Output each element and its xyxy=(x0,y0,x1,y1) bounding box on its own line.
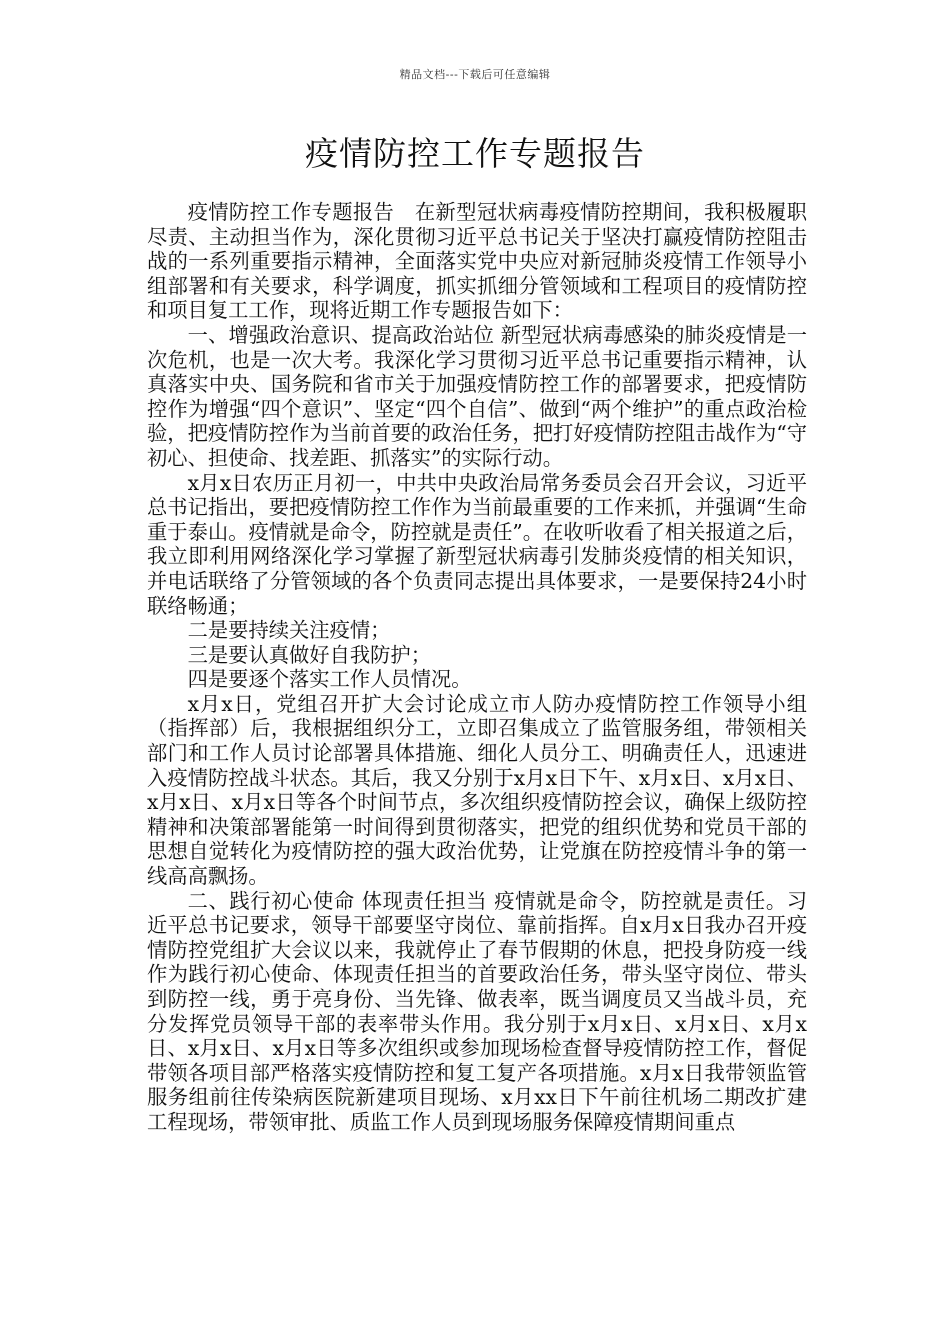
paragraph-requirement-3: 三是要认真做好自我防护； xyxy=(187,642,431,667)
paragraph-new-year-meeting: x月x日农历正月初一，中共中央政治局常务委员会召开会议，习近平总书记指出，要把疫情防控工作作为当前最重要的工作来抓，并强调“生命重于泰山。疫情就是命令，防控就是责任”。在收听收看了相关报道之后，我立即利用网络深化学习掌握了新型冠状病毒引发肺炎疫情的相关知识，并电话联络了分管领域的各个负责同志提出具体要求，一是要保持24小时联络畅通； xyxy=(147,470,807,618)
paragraph-leading-group: x月x日，党组召开扩大会讨论成立市人防办疫情防控工作领导小组（指挥部）后，我根据组织分工，立即召集成立了监管服务组，带领相关部门和工作人员讨论部署具体措施、细化人员分工、明确责任人，迅速进入疫情防控战斗状态。其后，我又分别于x月x日下午、x月x日、x月x日、x月x日、x月x日等各个时间节点，多次组织疫情防控会议，确保上级防控精神和决策部署能第一时间得到贯彻落实，把党的组织优势和党员干部的思想自觉转化为疫情防控的强大政治优势，让党旗在防控疫情斗争的第一线高高飘扬。 xyxy=(147,691,807,889)
document-body xyxy=(147,200,807,1135)
header-note: 精品文档---下载后可任意编辑 xyxy=(399,68,551,81)
paragraph-requirement-4: 四是要逐个落实工作人员情况。 xyxy=(187,667,472,692)
paragraph-requirement-2: 二是要持续关注疫情； xyxy=(187,618,391,643)
document-title: 疫情防控工作专题报告 xyxy=(305,134,645,173)
paragraph-section-2: 二、践行初心使命 体现责任担当 疫情就是命令，防控就是责任。习近平总书记要求，领导干部要坚守岗位、靠前指挥。自x月x日我办召开疫情防控党组扩大会议以来，我就停止了春节假期的休息，把投身防疫一线作为践行初心使命、体现责任担当的首要政治任务，带头坚守岗位、带头到防控一线，勇于亮身份、当先锋、做表率，既当调度员又当战斗员，充分发挥党员领导干部的表率带头作用。我分别于x月x日、x月x日、x月x日、x月x日、x月x日等多次组织或参加现场检查督导疫情防控工作，督促带领各项目部严格落实疫情防控和复工复产各项措施。x月x日我带领监管服务组前往传染病医院新建项目现场、x月xx日下午前往机场二期改扩建工程现场，带领审批、质监工作人员到现场服务保障疫情期间重点 xyxy=(147,888,807,1134)
paragraph-intro: 疫情防控工作专题报告 在新型冠状病毒疫情防控期间，我积极履职尽责、主动担当作为，深化贯彻习近平总书记关于坚决打赢疫情防控阻击战的一系列重要指示精神，全面落实党中央应对新冠肺炎疫情工作领导小组部署和有关要求，科学调度，抓实抓细分管领域和工程项目的疫情防控和项目复工工作，现将近期工作专题报告如下： xyxy=(147,200,807,323)
paragraph-section-1: 一、增强政治意识、提高政治站位 新型冠状病毒感染的肺炎疫情是一次危机，也是一次大考。我深化学习贯彻习近平总书记重要指示精神，认真落实中央、国务院和省市关于加强疫情防控工作的部署要求，把疫情防控作为增强“四个意识”、坚定“四个自信”、做到“两个维护”的重点政治检验，把疫情防控作为当前首要的政治任务，把打好疫情防控阻击战作为“守初心、担使命、找差距、抓落实”的实际行动。 xyxy=(147,322,807,470)
